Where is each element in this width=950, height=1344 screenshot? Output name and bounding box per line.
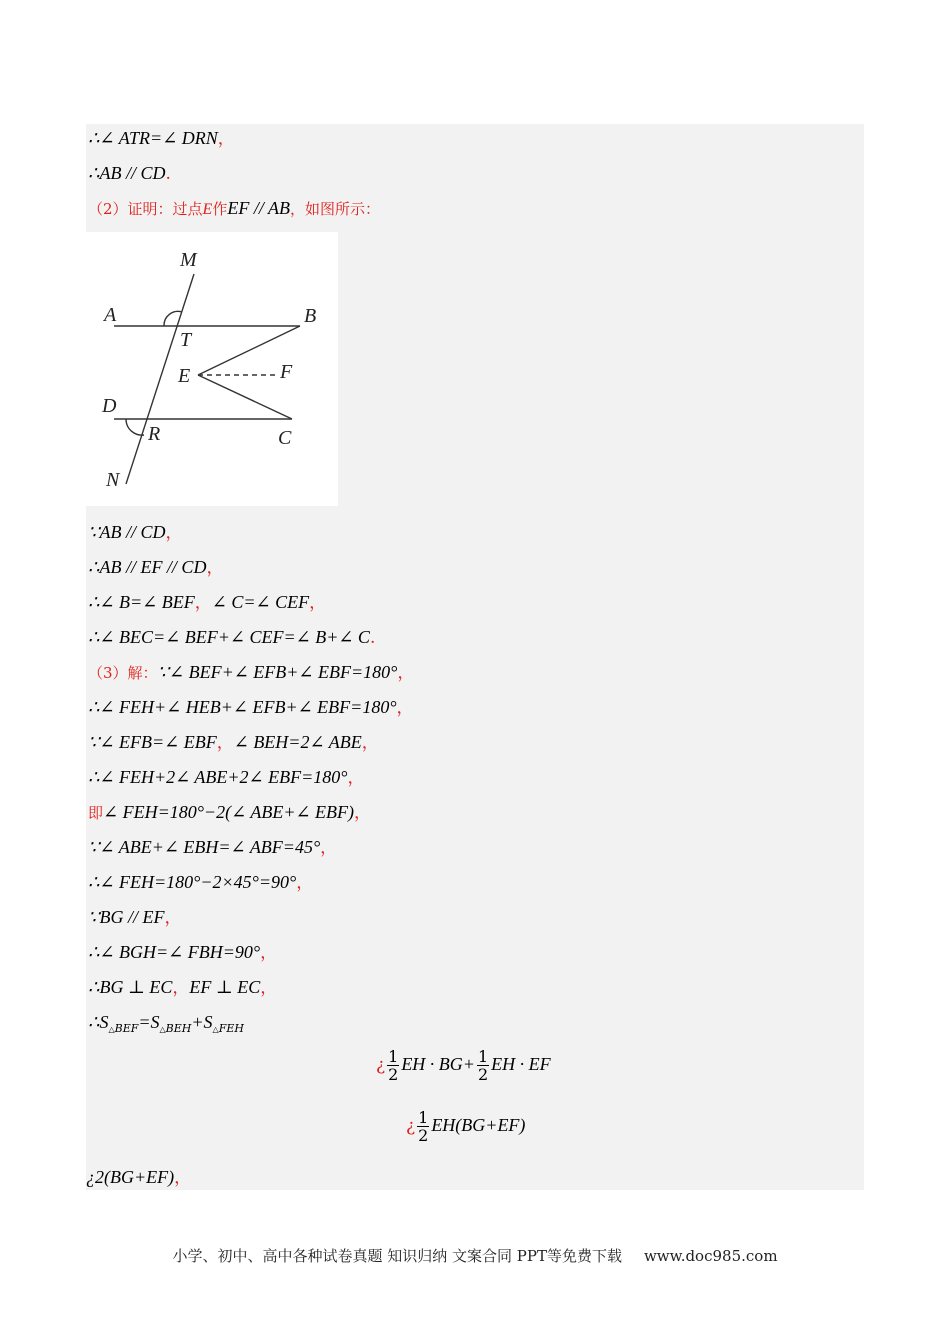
fraction-half: $\frac{1}{2}$	[477, 1047, 489, 1084]
proof-line-14: ∴∠ FEH=180°−2×45°=90°，	[88, 872, 314, 893]
proof-line-21: ¿2(BG+EF)，	[86, 1167, 192, 1188]
label-n: N	[106, 469, 120, 491]
footer-site-link[interactable]: www.doc985.com	[643, 1247, 778, 1265]
label-d: D	[102, 395, 117, 417]
label-f: F	[280, 361, 293, 383]
fraction-half: $\frac{1}{2}$	[418, 1108, 429, 1145]
angle-arc-drn	[126, 419, 144, 435]
proof-line-8: （3）解：∵∠ BEF+∠ EFB+∠ EBF=180°，	[88, 662, 415, 683]
segment-ec	[198, 375, 292, 419]
proof-line-7: ∴∠ BEC=∠ BEF+∠ CEF=∠ B+∠ C.	[88, 627, 376, 648]
parallel-lines-diagram	[86, 232, 338, 506]
proof-line-11: ∴∠ FEH+2∠ ABE+2∠ EBF=180°，	[88, 767, 365, 788]
label-c: C	[278, 427, 292, 449]
proof-line-9: ∴∠ FEH+∠ HEB+∠ EFB+∠ EBF=180°，	[88, 697, 414, 718]
proof-line-17: ∴BG ⊥ EC，EF ⊥ EC，	[88, 977, 278, 998]
label-a: A	[104, 304, 117, 326]
label-e: E	[178, 365, 191, 387]
proof-line-10: ∵∠ EFB=∠ EBF，∠ BEH=2∠ ABE，	[88, 732, 379, 753]
proof-line-2: ∴AB // CD.	[88, 163, 171, 184]
proof-line-18: $\therefore S_{\triangle BEF}=S_{\triangle BEH}+S_{\triangle FEH}$	[88, 1012, 244, 1035]
fraction-half: $\frac{1}{2}$	[388, 1047, 399, 1084]
proof-line-20: ¿ $\frac{1}{2}$ EH(BG+EF)	[406, 1108, 526, 1145]
proof-line-4: ∵AB // CD，	[88, 522, 183, 543]
proof-line-3: （2）证明：过点E作EF // AB，如图所示：	[88, 198, 381, 218]
footer-text: 小学、初中、高中各种试卷真题 知识归纳 文案合同 PPT等免费下载	[172, 1247, 622, 1265]
proof-line-15: ∵BG // EF，	[88, 907, 182, 928]
proof-line-1: ∴∠ ATR=∠ DRN，	[88, 128, 235, 149]
proof-line-19: ¿ $\frac{1}{2}$ EH · BG+ $\frac{1}{2}$ EH · EF	[376, 1047, 551, 1084]
proof-line-13: ∵∠ ABE+∠ EBH=∠ ABF=45°，	[88, 837, 338, 858]
label-t: T	[180, 329, 192, 351]
label-r: R	[148, 423, 161, 445]
proof-line-16: ∴∠ BGH=∠ FBH=90°，	[88, 942, 278, 963]
geometry-figure	[86, 232, 338, 506]
proof-line-12: 即∠ FEH=180°−2(∠ ABE+∠ EBF)，	[88, 802, 372, 823]
label-b: B	[304, 305, 317, 327]
page-footer	[0, 1245, 950, 1266]
proof-line-6: ∴∠ B=∠ BEF，∠ C=∠ CEF，	[88, 592, 327, 613]
label-m: M	[180, 249, 197, 271]
proof-line-5: ∴AB // EF // CD，	[88, 557, 224, 578]
